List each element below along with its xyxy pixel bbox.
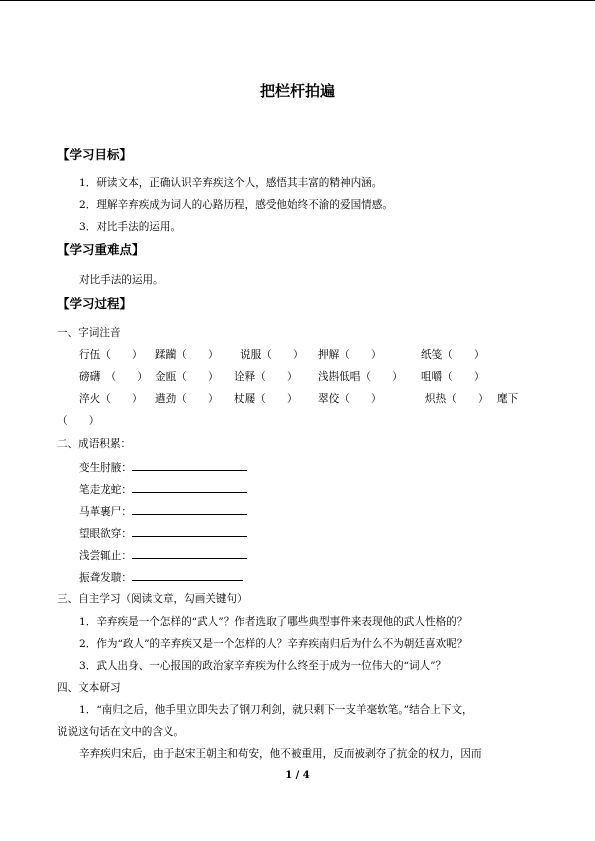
section-heading-key-points: 【学习重难点】 (57, 242, 145, 257)
idiom-item (79, 569, 243, 585)
goal-item: 1．研读文本，正确认识辛弃疾这个人，感悟其丰富的精神内涵。 (79, 177, 383, 189)
pinyin-item: 磅礴 （ ） (79, 371, 148, 383)
goal-item: 2．理解辛弃疾成为词人的心路历程，感受他始终不渝的爱国情感。 (79, 199, 393, 211)
idiom-label: 振聋发聩： (79, 572, 132, 584)
part4-heading: 四、文本研习 (57, 682, 121, 694)
pinyin-item: 纸笺（ ） (421, 349, 485, 361)
pinyin-item: 翠佼（ ） (318, 393, 382, 405)
idiom-item (79, 525, 247, 541)
paragraph-text: 辛弃疾归宋后，由于赵宋王朝主和苟安，他不被重用，反而被剥夺了抗金的权力，因而 (79, 748, 482, 760)
question-text: 1．“南归之后，他手里立即失去了钢刀利剑，就只剩下一支羊毫软笔。”结合上下文， (79, 704, 473, 716)
section-heading-goals: 【学习目标】 (57, 147, 133, 162)
answer-blank[interactable] (132, 547, 247, 559)
page-number: 1 / 4 (285, 770, 310, 781)
question-item: 2．作为“政人”的辛弃疾又是一个怎样的人？辛弃疾南归后为什么不为朝廷喜欢呢？ (79, 638, 468, 650)
pinyin-item: 浅斟低唱（ ） (318, 371, 403, 383)
pinyin-row (0, 347, 595, 363)
idiom-label: 马革裹尸： (79, 506, 132, 518)
pinyin-item: 行伍（ ） (79, 349, 143, 361)
pinyin-item: 诠释（ ） (234, 371, 298, 383)
idiom-label: 笔走龙蛇： (79, 484, 132, 496)
key-points-text: 对比手法的运用。 (79, 274, 164, 286)
document-title: 把栏杆拍遍 (259, 82, 335, 100)
question-item: 3．武人出身、一心报国的政治家辛弃疾为什么终至于成为一位伟大的“词人”？ (79, 660, 447, 672)
part1-heading: 一、字词注音 (57, 327, 121, 339)
pinyin-row (0, 391, 595, 407)
question-text: 说说这句话在文中的含义。 (57, 726, 185, 738)
part2-heading: 二、成语积累： (57, 438, 132, 450)
pinyin-row (0, 369, 595, 385)
section-heading-process: 【学习过程】 (57, 296, 133, 311)
answer-blank[interactable] (132, 503, 247, 515)
idiom-item (79, 481, 247, 497)
pinyin-item: 淬火（ ） (79, 393, 143, 405)
idiom-label: 浅尝辄止： (79, 550, 132, 562)
pinyin-item: 杖屦（ ） (234, 393, 298, 405)
goal-item: 3．对比手法的运用。 (79, 221, 182, 233)
idiom-item (79, 459, 247, 475)
pinyin-item: 遒劲（ ） (155, 393, 219, 405)
pinyin-wrap: （ ） (57, 415, 100, 427)
pinyin-item: 咀嚼（ ） (421, 371, 485, 383)
pinyin-item: 说服（ ） (240, 349, 304, 361)
pinyin-item: 麾下 (497, 393, 519, 405)
idiom-item (79, 503, 247, 519)
idiom-label: 望眼欲穿： (79, 528, 132, 540)
pinyin-item: 炽热（ ） (425, 393, 489, 405)
pinyin-item: 押解（ ） (318, 349, 382, 361)
part3-heading: 三、自主学习（阅读文章，勾画关键句） (57, 593, 248, 605)
pinyin-item: 金瓯（ ） (155, 371, 219, 383)
idiom-label: 变生肘腋： (79, 462, 132, 474)
pinyin-item: 蹂躏（ ） (155, 349, 219, 361)
header-rule (0, 0, 595, 1)
idiom-item (79, 547, 247, 563)
answer-blank[interactable] (132, 525, 247, 537)
answer-blank[interactable] (132, 481, 247, 493)
question-item: 1．辛弃疾是一个怎样的“武人”？作者选取了哪些典型事件来表现他的武人性格的？ (79, 616, 468, 628)
answer-blank[interactable] (132, 569, 243, 581)
answer-blank[interactable] (132, 459, 247, 471)
